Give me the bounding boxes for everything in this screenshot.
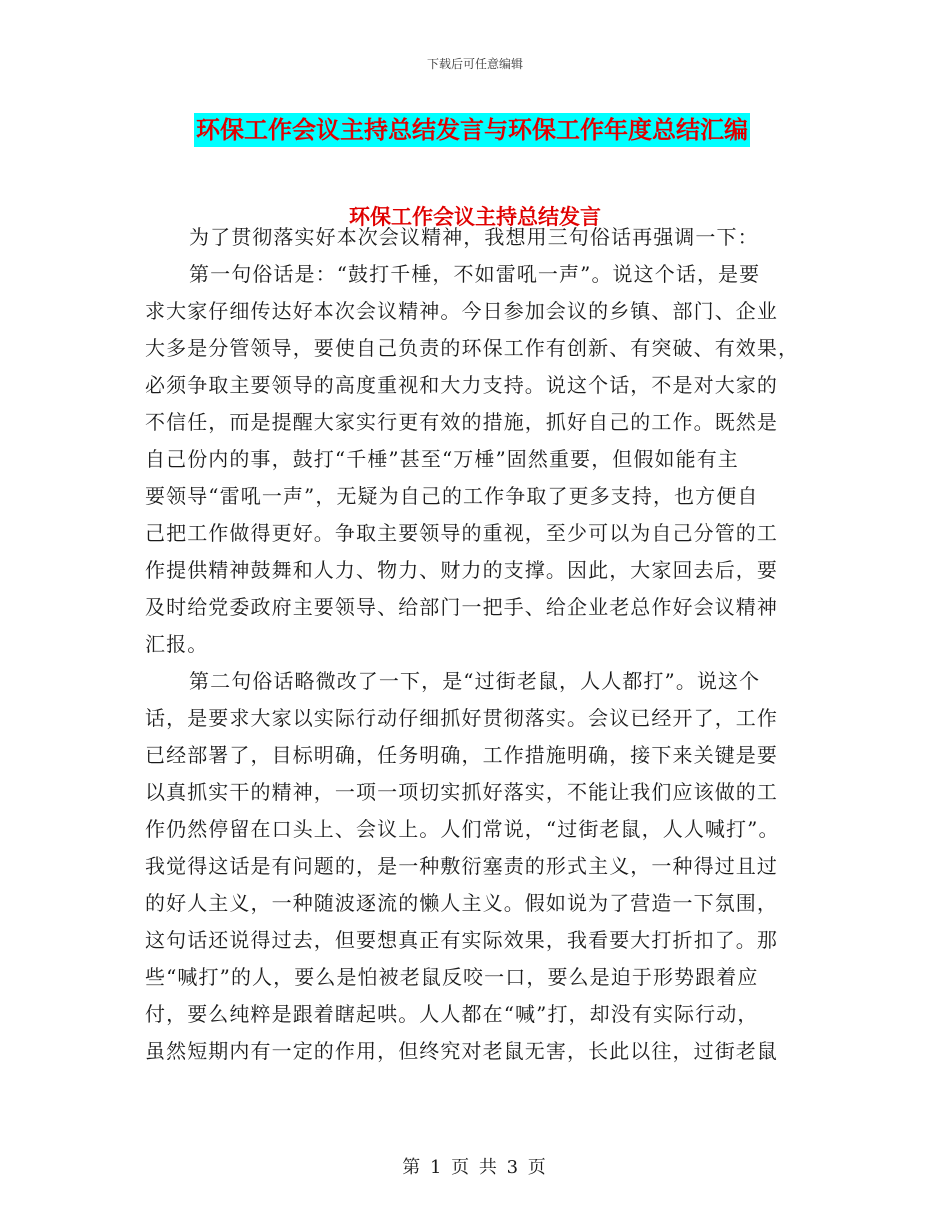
- text-line: 汇报。: [145, 632, 209, 656]
- text-line: 求大家仔细传达好本次会议精神。今日参加会议的乡镇、部门、企业: [145, 299, 778, 323]
- text-line: 作提供精神鼓舞和人力、物力、财力的支撑。因此，大家回去后，要: [145, 558, 778, 582]
- text-line: 以真抓实干的精神，一项一项切实抓好落实，不能让我们应该做的工: [145, 780, 778, 804]
- text-line: 虽然短期内有一定的作用，但终究对老鼠无害，长此以往，过街老鼠: [145, 1039, 778, 1063]
- text-line: 必须争取主要领导的高度重视和大力支持。说这个话，不是对大家的: [145, 373, 778, 397]
- text-line: 我觉得这话是有问题的，是一种敷衍塞责的形式主义，一种得过且过: [145, 854, 778, 878]
- text-line: 不信任，而是提醒大家实行更有效的措施，抓好自己的工作。既然是: [145, 410, 778, 434]
- text-line: 第一句俗话是：“鼓打千棰，不如雷吼一声”。说这个话，是要: [189, 262, 761, 286]
- text-line: 付，要么纯粹是跟着瞎起哄。人人都在“喊”打，却没有实际行动，: [145, 1002, 759, 1026]
- text-line: 为了贯彻落实好本次会议精神，我想用三句俗话再强调一下：: [189, 225, 759, 249]
- text-line: 这句话还说得过去，但要想真正有实际效果，我看要大打折扣了。那: [145, 928, 778, 952]
- page-footer: 第 1 页 共 3 页: [402, 1157, 548, 1178]
- text-line: 及时给党委政府主要领导、给部门一把手、给企业老总作好会议精神: [145, 595, 778, 619]
- text-line: 自己份内的事，鼓打“千棰”甚至“万棰”固然重要，但假如能有主: [145, 447, 739, 471]
- document-main-title: 环保工作会议主持总结发言与环保工作年度总结汇编: [194, 113, 750, 147]
- text-line: 大多是分管领导，要使自己负责的环保工作有创新、有突破、有效果，: [145, 336, 800, 360]
- text-line: 己把工作做得更好。争取主要领导的重视，至少可以为自己分管的工: [145, 521, 778, 545]
- document-body: [145, 219, 800, 1070]
- header-note: 下载后可任意编辑: [426, 57, 523, 71]
- text-line: 作仍然停留在口头上、会议上。人们常说，“过街老鼠，人人喊打”。: [145, 817, 780, 841]
- text-line: 已经部署了，目标明确，任务明确，工作措施明确，接下来关键是要: [145, 743, 778, 767]
- text-line: 的好人主义，一种随波逐流的懒人主义。假如说为了营造一下氛围，: [145, 891, 778, 915]
- section-title: 环保工作会议主持总结发言: [349, 205, 601, 229]
- text-line: 要领导“雷吼一声”，无疑为自己的工作争取了更多支持，也方便自: [145, 484, 759, 508]
- text-line: 些“喊打”的人，要么是怕被老鼠反咬一口，要么是迫于形势跟着应: [145, 965, 759, 989]
- text-line: 第二句俗话略微改了一下，是“过街老鼠，人人都打”。说这个: [189, 669, 761, 693]
- text-line: 话，是要求大家以实际行动仔细抓好贯彻落实。会议已经开了，工作: [145, 706, 778, 730]
